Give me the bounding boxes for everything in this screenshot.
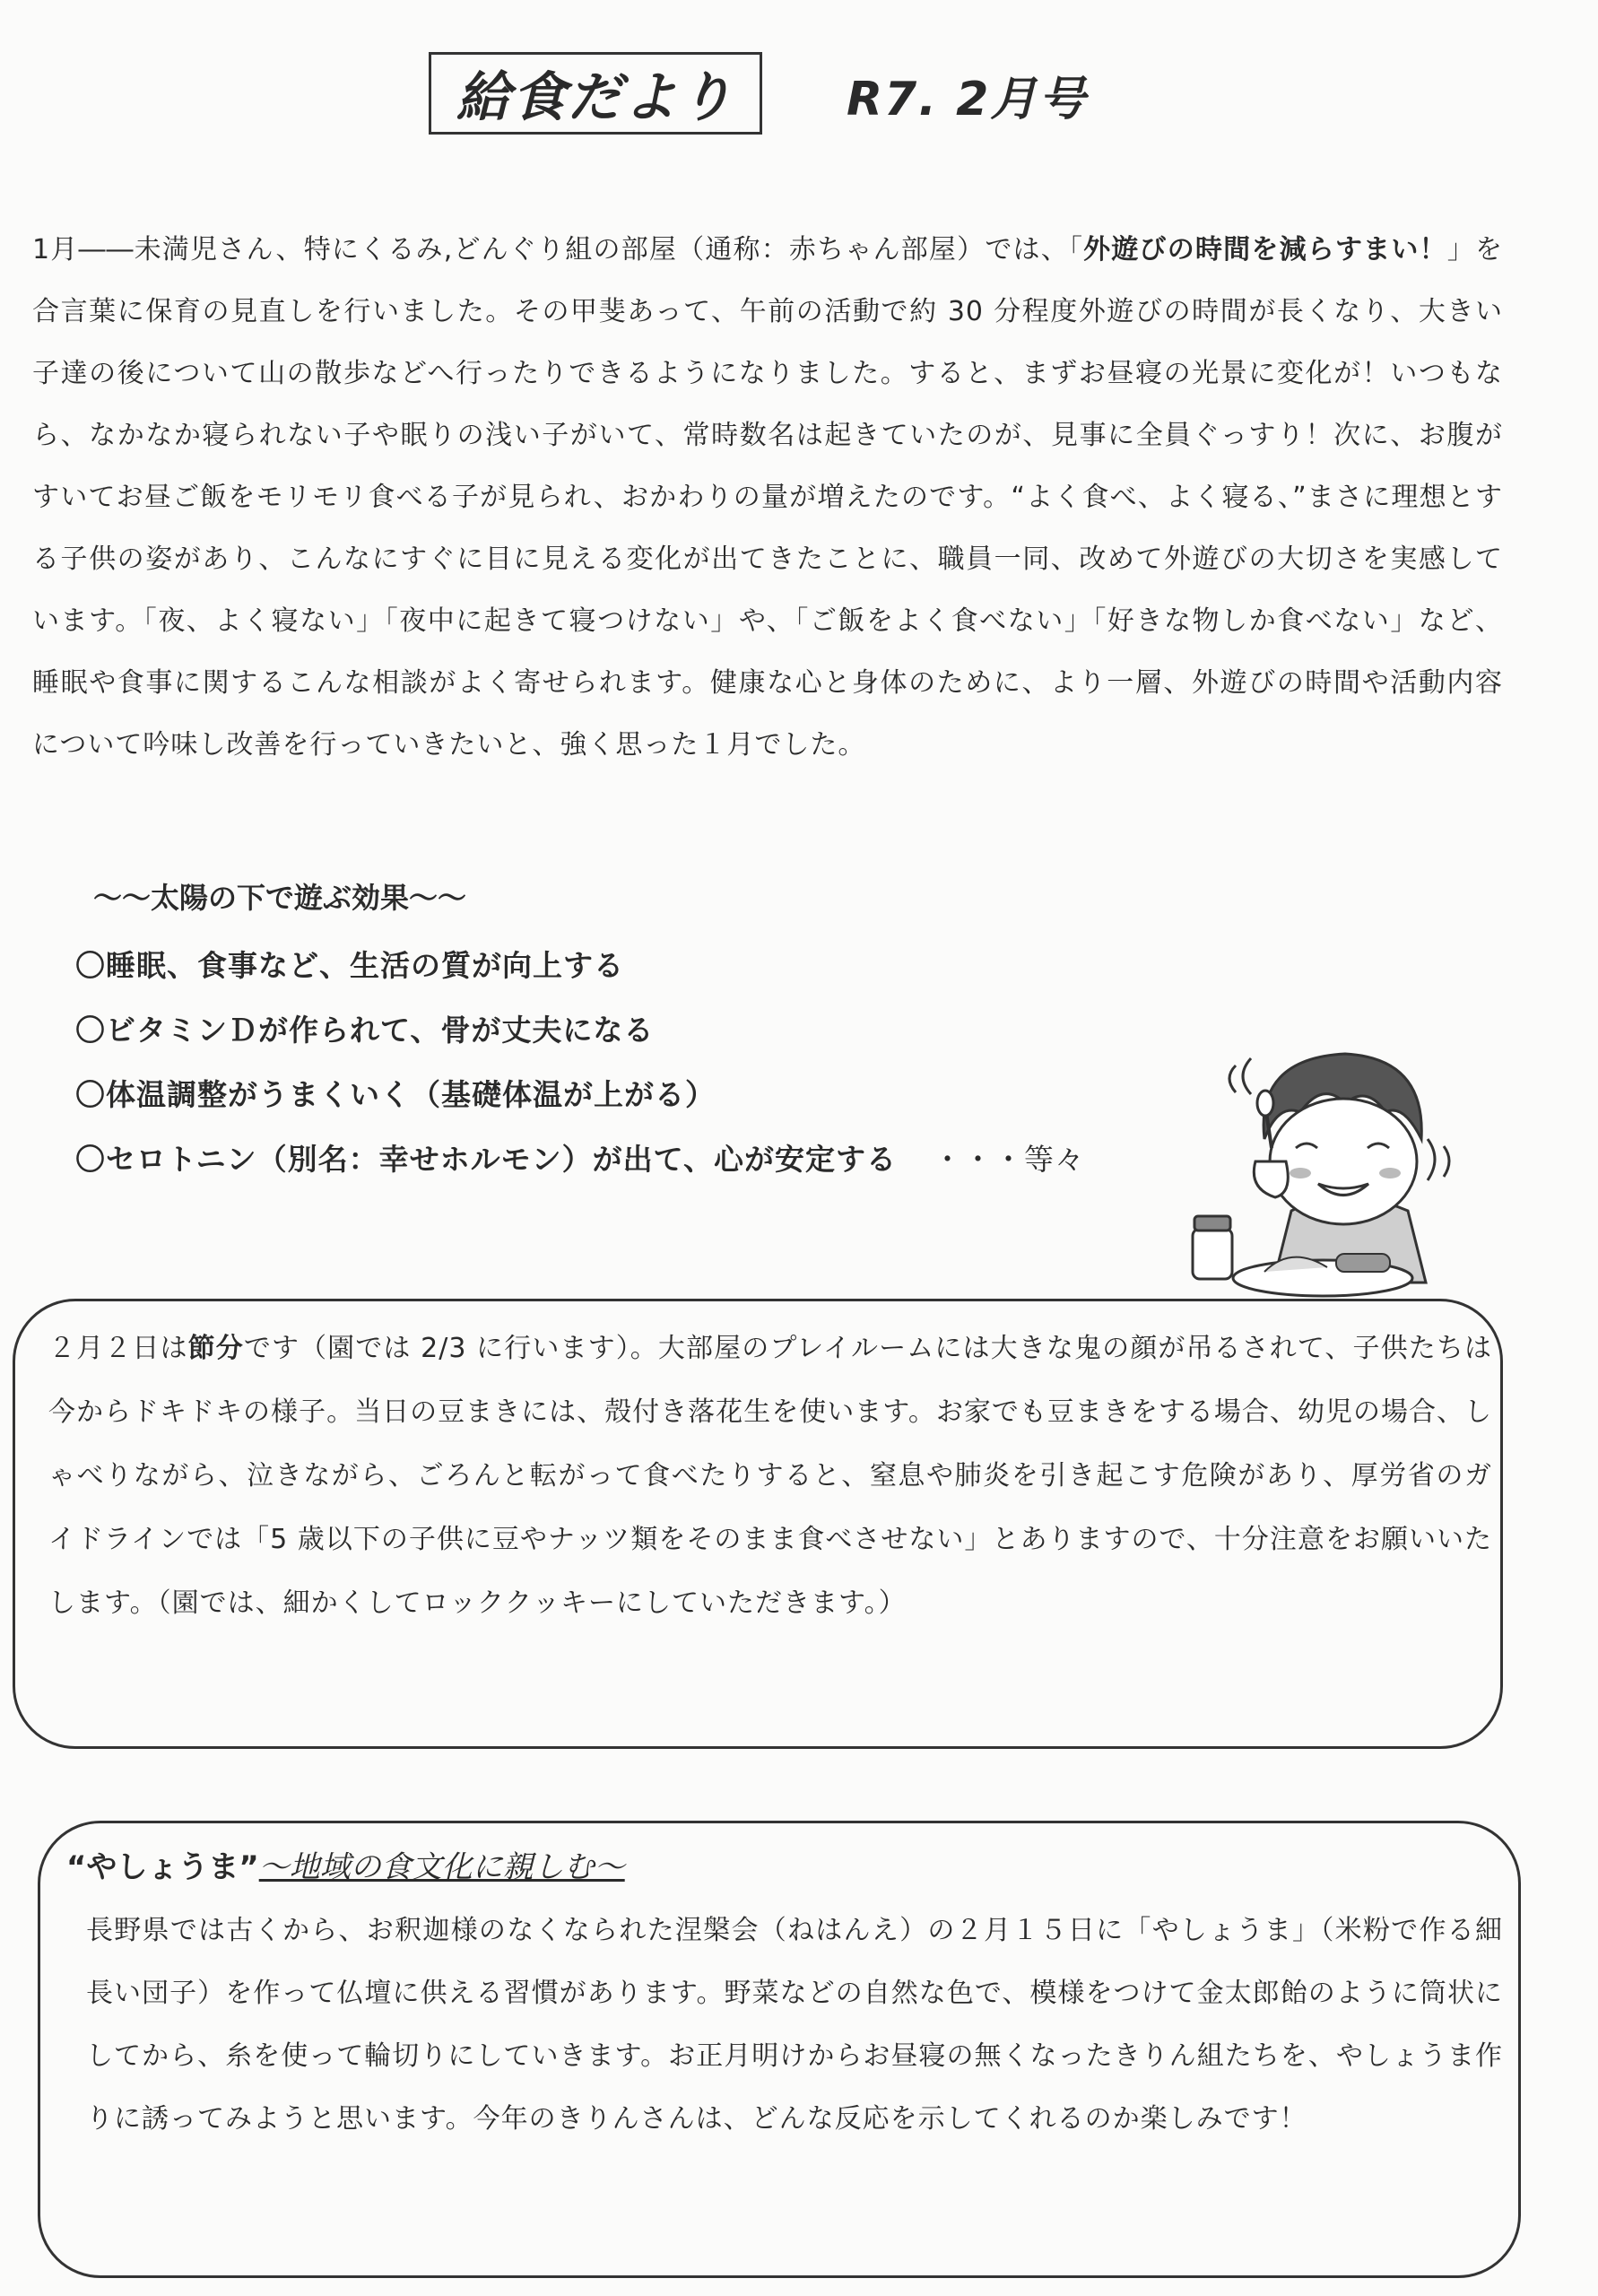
setsubun-paragraph <box>48 1317 1492 1635</box>
intro-paragraph <box>32 219 1503 776</box>
yashouma-heading <box>66 1840 625 1894</box>
sun-effects-list <box>75 934 1151 1192</box>
issue-label: R7. 2月号 <box>847 72 1088 126</box>
intro-text-1: 1月――未満児さん、特にくるみ,どんぐり組の部屋（通称：赤ちゃん部屋）では、「 <box>32 234 1084 265</box>
setsubun-bold: 節分 <box>187 1333 244 1364</box>
yashouma-title: “やしょうま” <box>66 1849 259 1885</box>
effects-etc: ・・・等々 <box>933 1142 1086 1177</box>
child-eating-illustration <box>1166 1040 1515 1300</box>
setsubun-text-1: ２月２日は <box>48 1333 188 1364</box>
yashouma-paragraph: 長野県では古くから、お釈迦様のなくなられた涅槃会（ねはんえ）の２月１５日に「やしょうま」（米粉で作る細長い団子）を作って仏壇に供える習慣があります。野菜などの自然な色で、模様をつけて金太郎飴のように筒状にしてから、糸を使って輪切りにしていきます。お正月明けからお昼寝の無くなったきりん組たちを、やしょうま作りに誘ってみようと思います。今年のきりんさんは、どんな反応を示してくれるのか楽しみです！ <box>86 1915 1503 2135</box>
effect-item: 〇ビタミンＤが作られて、骨が丈夫になる <box>75 1013 655 1048</box>
sun-effects-section <box>75 874 1151 1192</box>
effect-item-text: 〇セロトニン（別名：幸せホルモン）が出て、心が安定する <box>75 1142 898 1177</box>
effect-item: 〇睡眠、食事など、生活の質が向上する <box>75 948 624 983</box>
effect-item: 〇体温調整がうまくいく（基礎体温が上がる） <box>75 1077 716 1112</box>
yashouma-subtitle: ～地域の食文化に親しむ～ <box>258 1849 625 1885</box>
intro-text-2: 」を合言葉に保育の見直しを行いました。その甲斐あって、午前の活動で約 30 分程度外遊びの時間が長くなり、大きい子達の後について山の散歩などへ行ったりできるようになりました。すると、まずお昼寝の光景に変化が！いつもなら、なかなか寝られない子や眠りの浅い子がいて、常時数名は起きていたのが、見事に全員ぐっすり！次に、お腹がすいてお昼ご飯をモリモリ食べる子が見られ、おかわりの量が増えたのです。“よく食べ、よく寝る、”まさに理想とする子供の姿があり、こんなにすぐに目に見える変化が出てきたことに、職員一同、改めて外遊びの大切さを実感しています。「夜、よく寝ない」「夜中に起きて寝つけない」や、「ご飯をよく食べない」「好きな物しか食べない」など、睡眠や食事に関するこんな相談がよく寄せられます。健康な心と身体のために、より一層、外遊びの時間や活動内容について吟味し改善を行っていきたいと、強く思った１月でした。 <box>32 234 1503 761</box>
effect-item-last <box>75 1127 1151 1192</box>
setsubun-text-2: です（園では 2/3 に行います）。大部屋のプレイルームには大きな鬼の顔が吊るされて、子供たちは今からドキドキの様子。当日の豆まきには、殻付き落花生を使います。お家でも豆まきをする場合、幼児の場合、しゃべりながら、泣きながら、ごろんと転がって食べたりすると、窒息や肺炎を引き起こす危険があり、厚労省のガイドラインでは「5 歳以下の子供に豆やナッツ類をそのまま食べさせない」とありますので、十分注意をお願いいたします。（園では、細かくしてロッククッキーにしていただきます。） <box>48 1333 1493 1619</box>
newsletter-title: 給食だより <box>429 52 762 135</box>
intro-bold-phrase: 外遊びの時間を減らすまい！ <box>1083 234 1447 265</box>
sun-effects-title: ～～太陽の下で遊ぶ効果～～ <box>93 881 467 915</box>
